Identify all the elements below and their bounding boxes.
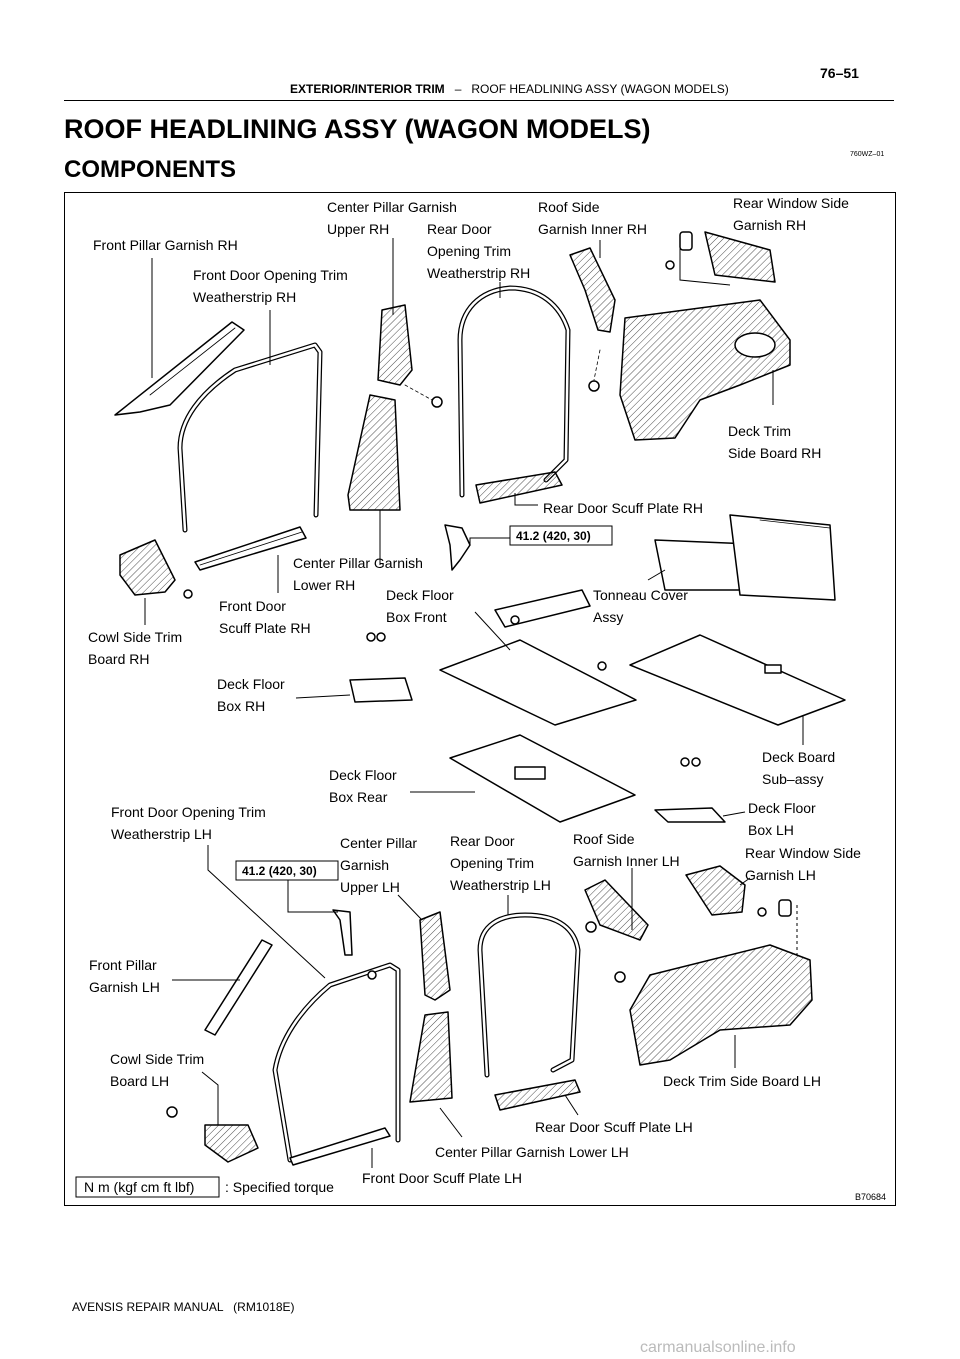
label-rear-door-weatherstrip-rh: Rear Door Opening Trim Weatherstrip RH <box>427 221 531 281</box>
label-front-door-scuff-plate-rh: Front Door Scuff Plate RH <box>219 598 311 636</box>
rear-door-weatherstrip-lh-part <box>480 915 578 1075</box>
deck-trim-side-board-lh-part <box>630 945 812 1065</box>
label-roof-side-garnish-inner-rh: Roof Side Garnish Inner RH <box>538 199 647 237</box>
label-rear-door-scuff-plate-lh: Rear Door Scuff Plate LH <box>535 1119 693 1135</box>
label-deck-floor-box-lh: Deck Floor Box LH <box>748 800 816 838</box>
label-rear-door-weatherstrip-lh: Rear Door Opening Trim Weatherstrip LH <box>450 833 551 893</box>
front-door-scuff-plate-lh-part <box>290 1128 390 1165</box>
page-number: 76–51 <box>820 65 859 81</box>
center-pillar-garnish-upper-lh-part <box>420 912 450 1000</box>
label-rear-door-scuff-plate-rh: Rear Door Scuff Plate RH <box>543 500 704 516</box>
torque-value-lh: 41.2 (420, 30) <box>242 864 317 878</box>
label-front-pillar-garnish-rh: Front Pillar Garnish RH <box>93 237 238 253</box>
center-pillar-garnish-lower-lh-part <box>410 1012 452 1102</box>
figure-code: B70684 <box>855 1192 887 1202</box>
label-cowl-side-trim-board-rh: Cowl Side Trim Board RH <box>88 629 183 667</box>
label-front-door-weatherstrip-rh: Front Door Opening Trim Weatherstrip RH <box>193 267 348 305</box>
doc-code: 760WZ–01 <box>850 151 885 158</box>
label-deck-trim-side-board-lh: Deck Trim Side Board LH <box>663 1073 821 1089</box>
header-subsection: ROOF HEADLINING ASSY (WAGON MODELS) <box>471 82 729 96</box>
label-center-pillar-garnish-lower-lh: Center Pillar Garnish Lower LH <box>435 1144 629 1160</box>
header-separator: – <box>454 82 462 96</box>
label-deck-floor-box-rh: Deck Floor Box RH <box>217 676 285 714</box>
watermark: carmanualsonline.info <box>640 1339 796 1356</box>
label-center-pillar-garnish-upper-rh: Center Pillar Garnish Upper RH <box>327 199 457 237</box>
legend-label: : Specified torque <box>225 1179 334 1195</box>
deck-floor-box-front-part <box>495 590 590 627</box>
rear-door-scuff-plate-rh-part <box>476 472 562 503</box>
front-pillar-garnish-lh-part <box>205 940 272 1035</box>
label-tonneau-cover-assy: Tonneau Cover Assy <box>593 587 688 625</box>
rear-door-scuff-plate-lh-part <box>495 1080 580 1110</box>
label-front-door-weatherstrip-lh: Front Door Opening Trim Weatherstrip LH <box>111 804 266 842</box>
deck-floor-box-lh-part <box>655 808 725 822</box>
header-section: EXTERIOR/INTERIOR TRIM <box>290 82 445 96</box>
label-center-pillar-garnish-upper-lh: Center Pillar Garnish Upper LH <box>340 835 418 895</box>
label-rear-window-side-garnish-lh: Rear Window Side Garnish LH <box>745 845 861 883</box>
rear-window-side-garnish-rh-part <box>705 232 775 282</box>
label-deck-floor-box-front: Deck Floor Box Front <box>386 587 454 625</box>
label-front-door-scuff-plate-lh: Front Door Scuff Plate LH <box>362 1170 523 1186</box>
rear-window-side-garnish-lh-part <box>686 866 745 915</box>
label-cowl-side-trim-board-lh: Cowl Side Trim Board LH <box>110 1051 205 1089</box>
section-title: COMPONENTS <box>64 156 237 183</box>
cowl-side-trim-board-lh-part <box>205 1125 258 1162</box>
page-title: ROOF HEADLINING ASSY (WAGON MODELS) <box>64 114 651 144</box>
center-pillar-garnish-lower-rh-part <box>348 395 400 510</box>
center-pillar-garnish-upper-rh-part <box>378 305 412 385</box>
label-deck-floor-box-rear: Deck Floor Box Rear <box>329 767 397 805</box>
torque-legend <box>76 1177 334 1197</box>
footer: AVENSIS REPAIR MANUAL (RM1018E) <box>72 1300 295 1314</box>
seat-belt-anchor-rh-part <box>445 525 470 570</box>
label-center-pillar-garnish-lower-rh: Center Pillar Garnish Lower RH <box>293 555 423 593</box>
label-deck-board-sub-assy: Deck Board Sub–assy <box>762 749 836 787</box>
legend-unit: N m (kgf cm ft lbf) <box>84 1179 195 1195</box>
label-roof-side-garnish-inner-lh: Roof Side Garnish Inner LH <box>573 831 680 869</box>
deck-floor-box-rh-part <box>350 678 412 702</box>
deck-board-part <box>630 635 845 725</box>
roof-side-garnish-inner-rh-part <box>570 248 615 332</box>
cowl-side-trim-board-rh-part <box>120 540 175 595</box>
label-deck-trim-side-board-rh: Deck Trim Side Board RH <box>728 423 822 461</box>
label-front-pillar-garnish-lh: Front Pillar Garnish LH <box>89 957 160 995</box>
deck-trim-side-board-rh-part <box>620 300 790 440</box>
seat-belt-anchor-lh-part <box>333 910 352 955</box>
torque-box-lh <box>236 861 338 880</box>
label-rear-window-side-garnish-rh: Rear Window Side Garnish RH <box>733 195 849 233</box>
rear-door-weatherstrip-rh-part <box>460 288 568 495</box>
torque-box-rh <box>510 526 612 545</box>
torque-value-rh: 41.2 (420, 30) <box>516 529 591 543</box>
